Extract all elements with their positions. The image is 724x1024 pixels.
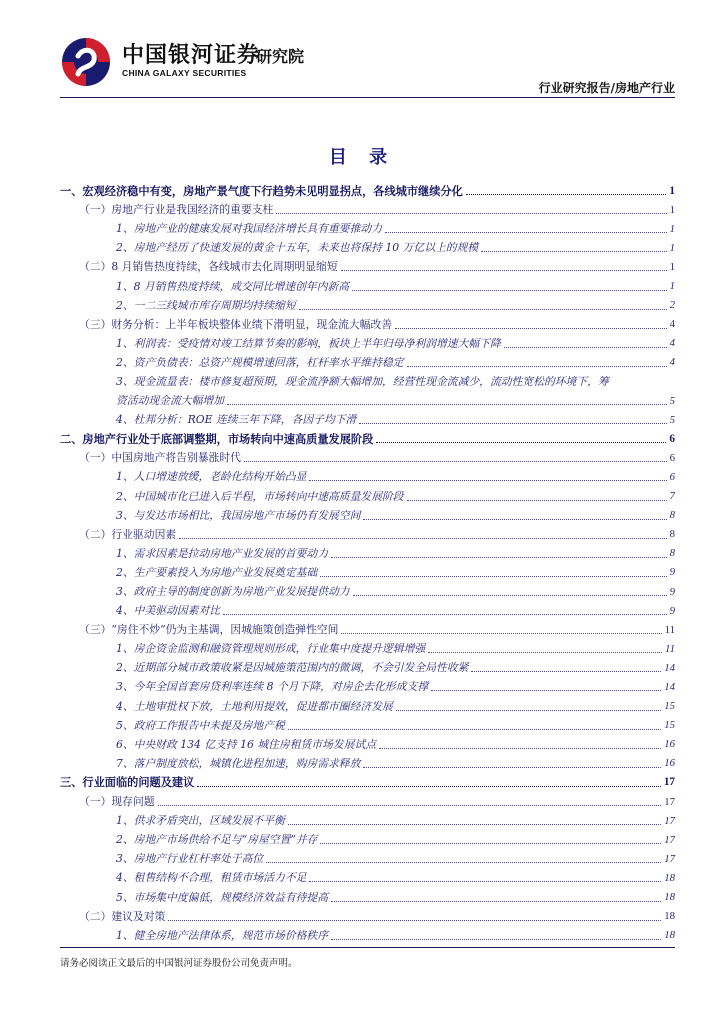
toc-entry-label: 4、土地审批权下放，土地利用提效，促进都市圈经济发展: [116, 699, 393, 713]
toc-entry-label: 1、供求矛盾突出，区域发展不平衡: [116, 814, 285, 828]
toc-page-number: 17: [664, 852, 675, 865]
toc-entry[interactable]: [60, 257, 675, 276]
toc-entry[interactable]: [60, 792, 675, 811]
toc-leader-dots: [227, 396, 667, 405]
toc-leader-dots: [266, 854, 661, 863]
toc-entry-label: 4、租售结构不合理，租赁市场活力不足: [116, 871, 307, 885]
toc-leader-dots: [359, 415, 666, 424]
toc-entry[interactable]: [60, 315, 675, 334]
toc-entry[interactable]: [60, 926, 675, 945]
toc-entry-label: （二）行业驱动因素: [79, 527, 177, 541]
toc-entry-label: 3、与发达市场相比，我国房地产市场仍有发展空间: [116, 508, 361, 522]
toc-page-number: 1: [669, 241, 675, 254]
toc-page-number: 6: [669, 451, 675, 464]
toc-page-number: 18: [664, 929, 675, 942]
toc-leader-dots: [395, 320, 666, 329]
toc-leader-dots: [223, 606, 667, 615]
toc-page-number: 4: [669, 318, 675, 331]
toc-leader-dots: [320, 568, 666, 577]
toc-entry-label: 1、需求因素是拉动房地产业发展的首要动力: [116, 546, 329, 560]
toc-page-number: 1: [669, 222, 675, 235]
toc-page-number: 4: [669, 337, 675, 350]
brand-name-en: CHINA GALAXY SECURITIES: [122, 68, 247, 78]
toc-page-number: 1: [669, 280, 675, 293]
toc-entry[interactable]: [60, 582, 675, 601]
toc-entry-label: 1、健全房地产法律体系，规范市场价格秩序: [116, 928, 329, 942]
toc-page-number: 9: [669, 585, 675, 598]
toc-entry[interactable]: [60, 868, 675, 887]
toc-page-number: 1: [669, 260, 675, 273]
toc-leader-dots: [481, 243, 666, 252]
toc-leader-dots: [158, 797, 662, 806]
brand-name-cn: 中国银河证券: [122, 43, 261, 68]
toc-entry-label: 2、近期部分城市政策收紧是因城施策范围内的微调，不会引发全局性收紧: [116, 661, 469, 675]
toc-entry[interactable]: [60, 601, 675, 620]
toc-page-number: 5: [669, 394, 675, 407]
toc-page-number: 6: [669, 432, 675, 445]
toc-entry[interactable]: [60, 830, 675, 849]
toc-entry[interactable]: [60, 391, 675, 410]
toc-page-number: 16: [664, 738, 675, 751]
toc-entry-label: 2、中国城市化已进入后半程，市场转向中速高质量发展阶段: [116, 489, 404, 503]
toc-page-number: 5: [669, 413, 675, 426]
toc-entry[interactable]: [60, 448, 675, 467]
toc-leader-dots: [379, 740, 661, 749]
toc-entry[interactable]: [60, 238, 675, 257]
toc-leader-dots: [341, 625, 661, 634]
toc-leader-dots: [352, 282, 666, 291]
toc-entry-label: 1、8 月销售热度持续，成交同比增速创年内新高: [116, 279, 350, 293]
toc-entry-label: （二）建议及对策: [79, 909, 166, 923]
toc-leader-dots: [288, 721, 661, 730]
toc-entry-label: 3、政府主导的制度创新为房地产业发展提供动力: [116, 585, 350, 599]
footer-disclaimer: 请务必阅读正文最后的中国银河证券股份公司免责声明。: [60, 958, 298, 969]
table-of-contents: [60, 181, 675, 945]
toc-entry-label: （二）8 月销售热度持续，各线城市去化周期明显缩短: [79, 260, 338, 274]
toc-entry[interactable]: [60, 697, 675, 716]
toc-entry[interactable]: [60, 544, 675, 563]
toc-leader-dots: [309, 472, 666, 481]
toc-page-number: 9: [669, 566, 675, 579]
toc-entry-label: 2、房地产市场供给不足与“房屋空置”并存: [116, 833, 318, 847]
report-type: 行业研究报告/房地产行业: [538, 81, 675, 95]
toc-entry[interactable]: [60, 525, 675, 544]
toc-entry[interactable]: [60, 620, 675, 639]
toc-entry-label: 1、房企资金监测和融资管理规则形成，行业集中度提升逻辑增强: [116, 642, 426, 656]
toc-leader-dots: [396, 702, 661, 711]
toc-leader-dots: [244, 453, 667, 462]
toc-entry-label: （三）“房住不炒”仍为主基调，因城施策创造弹性空间: [79, 623, 339, 637]
toc-page-number: 8: [669, 528, 675, 541]
toc-leader-dots: [320, 835, 661, 844]
toc-entry-label: （一）中国房地产将告别暴涨时代: [79, 451, 241, 465]
toc-page-number: 11: [665, 642, 675, 655]
toc-entry-label: 资活动现金流大幅增加: [116, 394, 224, 408]
toc-entry-label: 2、生产要素投入为房地产业发展奠定基础: [116, 565, 318, 579]
toc-entry-label: 5、政府工作报告中未提及房地产税: [116, 718, 285, 732]
toc-entry-label: 1、利润表：受疫情对竣工结算节奏的影响，板块上半年归母净利润增速大幅下降: [116, 336, 501, 350]
toc-entry-label: 三、行业面临的问题及建议: [60, 775, 195, 790]
toc-entry-label: 5、市场集中度偏低，规模经济效益有待提高: [116, 890, 329, 904]
toc-page-number: 18: [664, 891, 675, 904]
toc-page-number: 7: [669, 490, 675, 503]
toc-leader-dots: [363, 759, 661, 768]
toc-leader-dots: [197, 778, 661, 787]
toc-page-number: 18: [664, 910, 675, 923]
toc-page-number: 8: [669, 509, 675, 522]
toc-entry[interactable]: [60, 849, 675, 868]
toc-leader-dots: [407, 492, 667, 501]
toc-leader-dots: [407, 358, 667, 367]
toc-entry[interactable]: [60, 716, 675, 735]
toc-leader-dots: [179, 530, 666, 539]
toc-page-number: 18: [664, 871, 675, 884]
toc-entry[interactable]: [60, 811, 675, 830]
toc-entry-label: 4、杜邦分析：ROE 连续三年下降，各因子均下滑: [116, 413, 357, 427]
galaxy-logo-icon: [60, 36, 112, 88]
toc-entry-label: 3、房地产行业杠杆率处于高位: [116, 852, 264, 866]
toc-leader-dots: [363, 511, 666, 520]
institute-label: 研究院: [256, 47, 305, 66]
toc-page-number: 6: [669, 470, 675, 483]
toc-page-number: 8: [669, 547, 675, 560]
toc-entry-label: 2、资产负债表：总资产规模增速回落，杠杆率水平维持稳定: [116, 355, 404, 369]
toc-entry-label: 1、房地产业的健康发展对我国经济增长具有重要推动力: [116, 222, 382, 236]
toc-entry-label: 2、房地产经历了快速发展的黄金十五年，未来也将保持 10 万亿以上的规模: [116, 241, 479, 255]
toc-entry[interactable]: [60, 467, 675, 486]
toc-entry[interactable]: [60, 506, 675, 525]
toc-page-number: 14: [664, 680, 675, 693]
toc-entry[interactable]: [60, 907, 675, 926]
toc-leader-dots: [309, 873, 661, 882]
toc-entry-label: 4、中美驱动因素对比: [116, 604, 221, 618]
toc-page-number: 16: [664, 757, 675, 770]
toc-leader-dots: [376, 434, 666, 443]
toc-leader-dots: [428, 644, 662, 653]
toc-leader-dots: [385, 224, 667, 233]
toc-leader-dots: [504, 339, 667, 348]
footer-divider: [60, 947, 675, 948]
toc-page-number: 1: [669, 203, 675, 216]
toc-entry[interactable]: [60, 181, 675, 200]
toc-leader-dots: [353, 587, 667, 596]
toc-entry[interactable]: [60, 353, 675, 372]
toc-entry-label: （一）现存问题: [79, 795, 155, 809]
toc-entry[interactable]: [60, 658, 675, 677]
toc-leader-dots: [288, 816, 661, 825]
toc-entry-label: （三）财务分析：上半年板块整体业绩下滑明显，现金流大幅改善: [79, 317, 393, 331]
toc-entry[interactable]: [60, 276, 675, 295]
toc-entry[interactable]: [60, 563, 675, 582]
toc-leader-dots: [331, 931, 661, 940]
toc-entry-label: 7、落户制度放松，城镇化进程加速，购房需求释放: [116, 756, 361, 770]
toc-page-number: 17: [664, 833, 675, 846]
toc-leader-dots: [168, 912, 661, 921]
page-header: [60, 30, 675, 100]
toc-title: 目 录: [328, 147, 396, 168]
toc-leader-dots: [466, 186, 667, 195]
toc-page-number: 11: [664, 623, 675, 636]
toc-leader-dots: [299, 301, 667, 310]
toc-entry[interactable]: [60, 754, 675, 773]
toc-leader-dots: [431, 682, 661, 691]
toc-page-number: 1: [669, 184, 675, 197]
toc-entry-label: 3、今年全国首套房贷利率连续 8 个月下降，对房企去化形成支撑: [116, 680, 429, 694]
toc-page-number: 15: [664, 719, 675, 732]
toc-entry-label: 1、人口增速放缓，老龄化结构开始凸显: [116, 470, 307, 484]
toc-entry[interactable]: [60, 639, 675, 658]
toc-entry[interactable]: [60, 429, 675, 448]
toc-entry-label: 一、宏观经济稳中有变，房地产景气度下行趋势未见明显拐点，各线城市继续分化: [60, 183, 463, 198]
toc-page-number: 17: [663, 776, 675, 789]
toc-leader-dots: [276, 205, 666, 214]
toc-leader-dots: [331, 893, 661, 902]
toc-page-number: 15: [664, 700, 675, 713]
toc-page-number: 17: [664, 795, 675, 808]
toc-entry-label: 二、房地产行业处于底部调整期，市场转向中速高质量发展阶段: [60, 431, 374, 446]
toc-entry[interactable]: [60, 219, 675, 238]
toc-leader-dots: [341, 262, 667, 271]
toc-page-number: 4: [669, 356, 675, 369]
toc-page-number: 17: [664, 814, 675, 827]
toc-entry[interactable]: [60, 887, 675, 906]
toc-entry-label: 2、一二三线城市库存周期均持续缩短: [116, 298, 296, 312]
header-divider: [60, 97, 675, 98]
toc-page-number: 9: [669, 604, 675, 617]
toc-entry[interactable]: [60, 296, 675, 315]
toc-entry[interactable]: [60, 410, 675, 429]
toc-entry-label: （一）房地产行业是我国经济的重要支柱: [79, 203, 274, 217]
toc-entry[interactable]: [60, 200, 675, 219]
toc-entry[interactable]: [60, 773, 675, 792]
toc-entry[interactable]: [60, 735, 675, 754]
toc-leader-dots: [471, 663, 661, 672]
toc-page-number: 14: [664, 661, 675, 674]
toc-entry[interactable]: [60, 334, 675, 353]
toc-page-number: 2: [669, 299, 675, 312]
toc-entry[interactable]: [60, 677, 675, 696]
toc-entry-label: 6、中央财政 134 亿支持 16 城住房租赁市场发展试点: [116, 737, 377, 751]
toc-entry[interactable]: [60, 487, 675, 506]
toc-leader-dots: [331, 549, 667, 558]
toc-entry-line[interactable]: 3、现金流量表：楼市修复超预期，现金流净额大幅增加，经营性现金流减少，流动性宽松的环境下，筹: [116, 374, 609, 388]
